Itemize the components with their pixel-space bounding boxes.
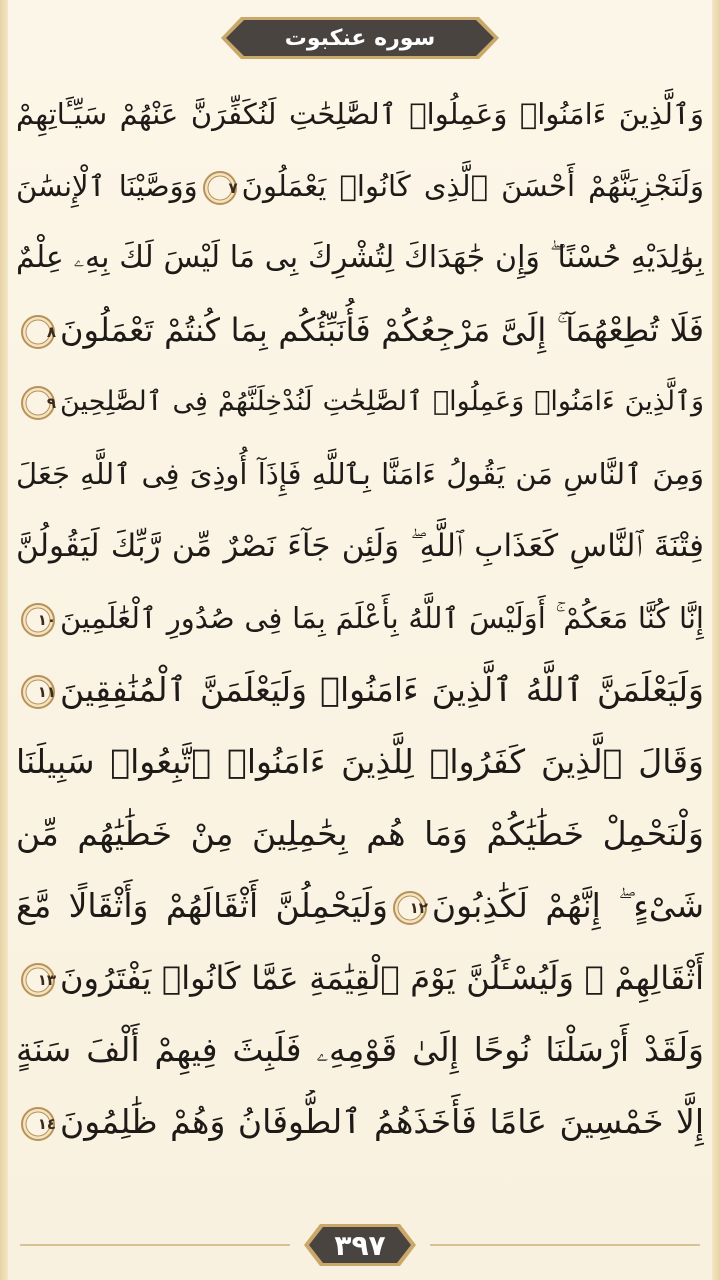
page-number: ٣٩٧ [334, 1228, 386, 1262]
verse-text: بِوَٰلِدَيْهِ حُسْنًا ۖ وَإِن جَٰهَدَاكَ لِتُشْرِكَ بِى مَا لَيْسَ لَكَ بِهِۦ عِلْمٌ [16, 240, 704, 275]
verse-text-continued: وَوَصَّيْنَا ٱلْإِنسَٰنَ [16, 169, 198, 203]
ayah-number: ٧ [228, 179, 238, 197]
verse-line [16, 514, 704, 578]
ayah-number: ١١ [37, 682, 56, 701]
verse-line [16, 802, 704, 866]
surah-banner [219, 15, 501, 61]
verse-text: وَلْنَحْمِلْ خَطَٰيَٰكُمْ وَمَا هُم بِحَٰمِلِينَ مِنْ خَطَٰيَٰهُم مِّن [16, 814, 704, 853]
verse-text: وَمِنَ ٱلنَّاسِ مَن يَقُولُ ءَامَنَّا بِٱللَّهِ فَإِذَآ أُوذِىَ فِى ٱللَّهِ جَعَلَ [16, 457, 704, 491]
verse-line [16, 946, 704, 1010]
verse-text: شَىْءٍ ۖ إِنَّهُمْ لَكَٰذِبُونَ [431, 886, 704, 925]
verse-line [16, 370, 704, 434]
verse-text-continued: وَلَيَحْمِلُنَّ أَثْقَالَهُمْ وَأَثْقَالًا مَّعَ [16, 886, 388, 925]
verse-text: فَلَا تُطِعْهُمَآ ۚ إِلَىَّ مَرْجِعُكُمْ فَأُنَبِّئُكُم بِمَا كُنتُمْ تَعْمَلُونَ [60, 311, 704, 349]
verse-line [16, 874, 704, 938]
verse-line [16, 730, 704, 794]
footer-rule-right [430, 1244, 700, 1246]
verse-text: وَقَالَ ٱلَّذِينَ كَفَرُوا۟ لِلَّذِينَ ءَامَنُوا۟ ٱتَّبِعُوا۟ سَبِيلَنَا [16, 742, 704, 781]
verse-text: وَٱلَّذِينَ ءَامَنُوا۟ وَعَمِلُوا۟ ٱلصَّٰلِحَٰتِ لَنُدْخِلَنَّهُمْ فِى ٱلصَّٰلِحِينَ [60, 386, 704, 417]
verse-line [16, 1018, 704, 1082]
verse-line [16, 154, 704, 218]
ayah-number-marker [20, 385, 56, 421]
ayah-number-marker [20, 962, 56, 998]
verse-line [16, 1090, 704, 1154]
verse-text: وَٱلَّذِينَ ءَامَنُوا۟ وَعَمِلُوا۟ ٱلصَّٰلِحَٰتِ لَنُكَفِّرَنَّ عَنْهُمْ سَيِّـَٔاتِهِمْ [16, 97, 704, 131]
ayah-number: ٨ [46, 323, 56, 341]
verses-block [16, 82, 704, 1212]
page-frame-left [0, 0, 8, 1280]
ayah-number-marker [20, 1106, 56, 1142]
verse-line [16, 82, 704, 146]
verse-text: وَلَيَعْلَمَنَّ ٱللَّهُ ٱلَّذِينَ ءَامَنُوا۟ وَلَيَعْلَمَنَّ ٱلْمُنَٰفِقِينَ [60, 670, 704, 709]
verse-text: أَثْقَالِهِمْ ۖ وَلَيُسْـَٔلُنَّ يَوْمَ ٱلْقِيَٰمَةِ عَمَّا كَانُوا۟ يَفْتَرُونَ [60, 959, 704, 997]
verse-text: إِنَّا كُنَّا مَعَكُمْ ۚ أَوَلَيْسَ ٱللَّهُ بِأَعْلَمَ بِمَا فِى صُدُورِ ٱلْعَٰلَمِينَ [60, 601, 704, 635]
ayah-number: ١٢ [409, 898, 428, 917]
verse-line [16, 442, 704, 506]
ayah-number-marker [20, 602, 56, 638]
verse-text: فِتْنَةَ ٱلنَّاسِ كَعَذَابِ ٱللَّهِ ۖ وَلَئِن جَآءَ نَصْرٌ مِّن رَّبِّكَ لَيَقُولُنَّ [16, 528, 704, 564]
ayah-number: ٩ [46, 393, 56, 412]
ayah-number-marker [202, 170, 238, 206]
verse-text: وَلَقَدْ أَرْسَلْنَا نُوحًا إِلَىٰ قَوْمِهِۦ فَلَبِثَ فِيهِمْ أَلْفَ سَنَةٍ [16, 1030, 704, 1069]
verse-text: وَلَنَجْزِيَنَّهُمْ أَحْسَنَ ٱلَّذِى كَانُوا۟ يَعْمَلُونَ [241, 169, 704, 203]
verse-text: إِلَّا خَمْسِينَ عَامًا فَأَخَذَهُمُ ٱلطُّوفَانُ وَهُمْ ظَٰلِمُونَ [60, 1102, 704, 1141]
page-number-badge [302, 1222, 418, 1268]
verse-line [16, 298, 704, 362]
verse-line [16, 658, 704, 722]
ayah-number: ١٣ [37, 971, 56, 989]
ayah-number-marker [20, 314, 56, 350]
page-frame-right [712, 0, 720, 1280]
ayah-number-marker [392, 890, 428, 926]
ayah-number: ١٤ [37, 1114, 56, 1133]
ayah-number: ١٠ [37, 611, 56, 629]
footer-rule-left [20, 1244, 290, 1246]
surah-title: سوره عنکبوت [284, 25, 436, 51]
ayah-number-marker [20, 674, 56, 710]
verse-line [16, 586, 704, 650]
verse-line [16, 226, 704, 290]
